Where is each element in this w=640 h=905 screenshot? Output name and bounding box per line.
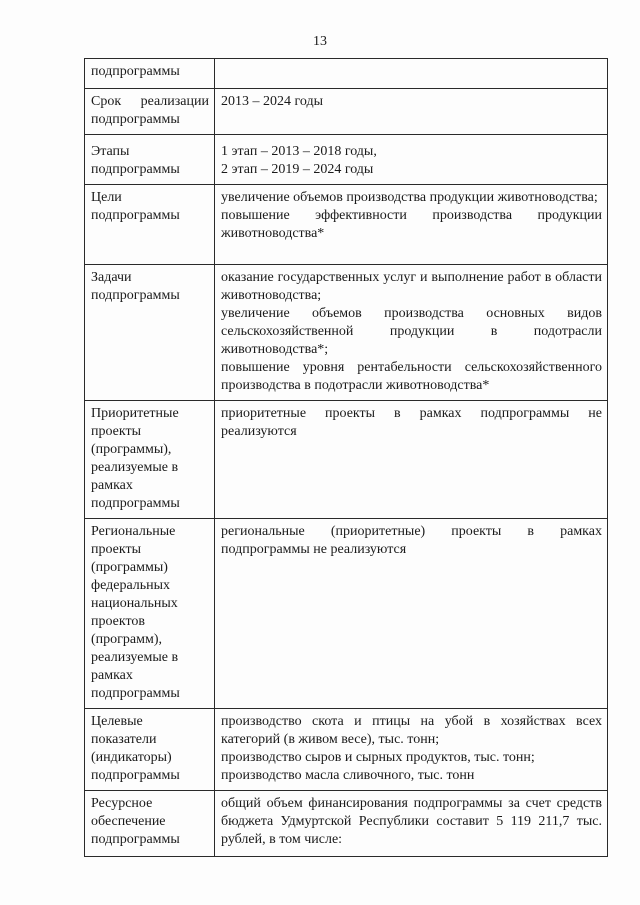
value-paragraph: повышение уровня рентабельности сельскохозяйственного производства в подотрасли животноводства* [221, 360, 602, 393]
row-value [215, 135, 608, 185]
value-paragraph: общий объем финансирования подпрограммы за счет средств бюджета Удмуртской Республики составит 5 119 211,7 тыс. рублей, в том числе: [221, 796, 602, 847]
table-row [85, 401, 608, 519]
value-paragraph: повышение эффективности производства продукции животноводства* [221, 208, 602, 241]
row-value [215, 265, 608, 401]
page-number: 13 [313, 34, 327, 49]
table-row [85, 791, 608, 857]
subprogram-passport-table [84, 58, 608, 857]
row-value [215, 401, 608, 519]
table-row [85, 185, 608, 265]
row-label: Задачи подпрограммы [85, 265, 215, 401]
value-paragraph: увеличение объемов производства основных видов сельскохозяйственной продукции в подотрасли животноводства*; [221, 306, 602, 357]
value-paragraph: 2013 – 2024 годы [221, 94, 324, 109]
table-row [85, 89, 608, 135]
value-paragraph: региональные (приоритетные) проекты в рамках подпрограммы не реализуются [221, 524, 602, 557]
value-paragraph: производство масла сливочного, тыс. тонн [221, 768, 475, 783]
value-paragraph: 2 этап – 2019 – 2024 годы [221, 162, 374, 177]
value-paragraph: 1 этап – 2013 – 2018 годы, [221, 144, 377, 159]
table-row [85, 709, 608, 791]
row-value [215, 709, 608, 791]
row-label: Ресурсное обеспечение подпрограммы [85, 791, 215, 857]
row-value [215, 519, 608, 709]
value-paragraph: приоритетные проекты в рамках подпрограммы не реализуются [221, 406, 602, 439]
row-label: Этапы подпрограммы [85, 135, 215, 185]
row-value [215, 89, 608, 135]
table-row [85, 135, 608, 185]
table-row [85, 59, 608, 89]
value-paragraph: оказание государственных услуг и выполнение работ в области животноводства; [221, 270, 602, 303]
row-value [215, 59, 608, 89]
value-paragraph: производство сыров и сырных продуктов, тыс. тонн; [221, 750, 535, 765]
row-label: Региональные проекты (программы) федеральных национальных проектов (программ), реализуемые в рамках подпрограммы [85, 519, 215, 709]
table-row [85, 265, 608, 401]
row-label: Цели подпрограммы [85, 185, 215, 265]
row-label: подпрограммы [85, 59, 215, 89]
table-row [85, 519, 608, 709]
row-label: Целевые показатели (индикаторы) подпрограммы [85, 709, 215, 791]
row-value [215, 791, 608, 857]
value-paragraph: производство скота и птицы на убой в хозяйствах всех категорий (в живом весе), тыс. тонн; [221, 714, 602, 747]
row-label-text: Срок реализации подпрограммы [91, 94, 209, 127]
value-paragraph: увеличение объемов производства продукции животноводства; [221, 190, 598, 205]
row-label: Приоритетные проекты (программы), реализуемые в рамках подпрограммы [85, 401, 215, 519]
row-label [85, 89, 215, 135]
row-value [215, 185, 608, 265]
